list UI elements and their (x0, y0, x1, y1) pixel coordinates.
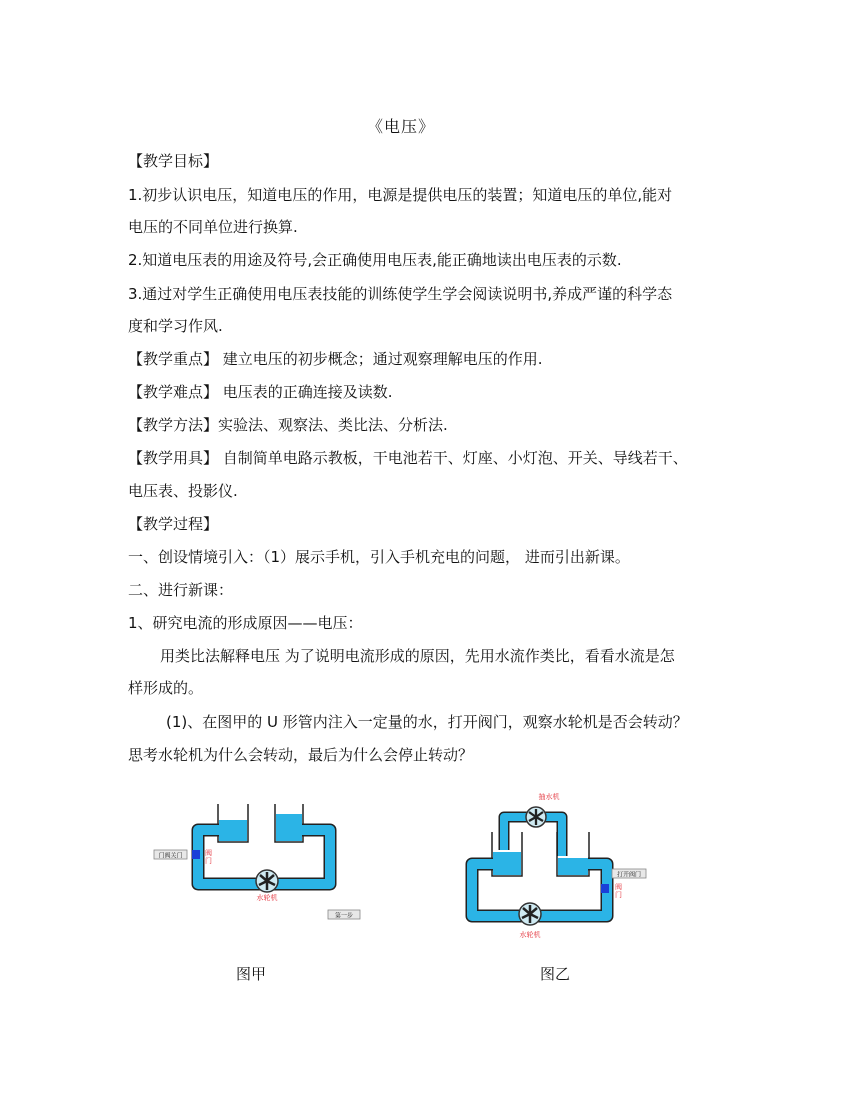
valve-label-char1: 阀 (205, 849, 212, 857)
open-valve-button-label: 打开阀门 (616, 871, 642, 879)
close-valve-button-label: 门阀关门 (158, 852, 183, 860)
paragraph-line: 2.知道电压表的用途及符号,会正确使用电压表,能正确地读出电压表的示数. (128, 251, 622, 269)
left-container-water (493, 852, 521, 875)
paragraph-line: 一、创设情境引入：（1）展示手机，引入手机充电的问题， 进而引出新课。 (128, 548, 630, 566)
left-container-water (219, 820, 247, 841)
figure-a-u-tube-diagram (150, 800, 370, 925)
paragraph-line: 用类比法解释电压 为了说明电流形成的原因，先用水流作类比，看看水流是怎 (160, 647, 675, 665)
section-heading-difficulties: 【教学难点】 电压表的正确连接及读数. (128, 383, 393, 401)
paragraph-line: 电压表、投影仪. (128, 482, 238, 500)
section-heading-tools: 【教学用具】 自制简单电路示教板，干电池若干、灯座、小灯泡、开关、导线若干、 (128, 449, 688, 467)
section-heading-methods: 【教学方法】实验法、观察法、类比法、分析法. (128, 416, 448, 434)
valve-label (205, 848, 214, 865)
paragraph-line: 思考水轮机为什么会转动，最后为什么会停止转动？ (128, 746, 474, 764)
valve-icon (601, 884, 609, 893)
valve-label-char2: 门 (205, 857, 212, 865)
paragraph-line: 二、进行新课： (128, 581, 234, 599)
section-heading-process: 【教学过程】 (128, 515, 219, 533)
paragraph-line: 3.通过对学生正确使用电压表技能的训练使学生学会阅读说明书,养成严谨的科学态 (128, 285, 673, 303)
turbine-label: 水轮机 (519, 931, 541, 939)
valve-label-char1: 阀 (615, 883, 622, 891)
paragraph-line: 度和学习作风. (128, 317, 223, 335)
document-title: 《电压》 (366, 117, 435, 136)
section-heading-key-points: 【教学重点】 建立电压的初步概念；通过观察理解电压的作用. (128, 350, 543, 368)
right-container-water (558, 858, 588, 875)
right-container-water (276, 814, 302, 841)
pump-label: 抽水机 (538, 793, 560, 801)
paragraph-line: 样形成的。 (128, 679, 204, 697)
valve-label (615, 882, 624, 899)
next-step-button-label: 第一步 (334, 912, 354, 920)
paragraph-line: (1)、在图甲的 U 形管内注入一定量的水，打开阀门，观察水轮机是否会转动？ (166, 713, 688, 731)
figure-b-caption: 图乙 (540, 965, 571, 983)
section-heading-objectives: 【教学目标】 (128, 152, 219, 170)
valve-label-char2: 门 (615, 891, 622, 899)
turbine-label: 水轮机 (256, 894, 278, 902)
paragraph-line: 1、研究电流的形成原因——电压： (128, 614, 363, 632)
figure-a-caption: 图甲 (236, 965, 267, 983)
figure-b-pump-diagram (462, 788, 652, 943)
paragraph-line: 电压的不同单位进行换算. (128, 218, 298, 236)
valve-icon (192, 850, 200, 859)
paragraph-line: 1.初步认识电压，知道电压的作用，电源是提供电压的装置；知道电压的单位,能对 (128, 186, 673, 204)
